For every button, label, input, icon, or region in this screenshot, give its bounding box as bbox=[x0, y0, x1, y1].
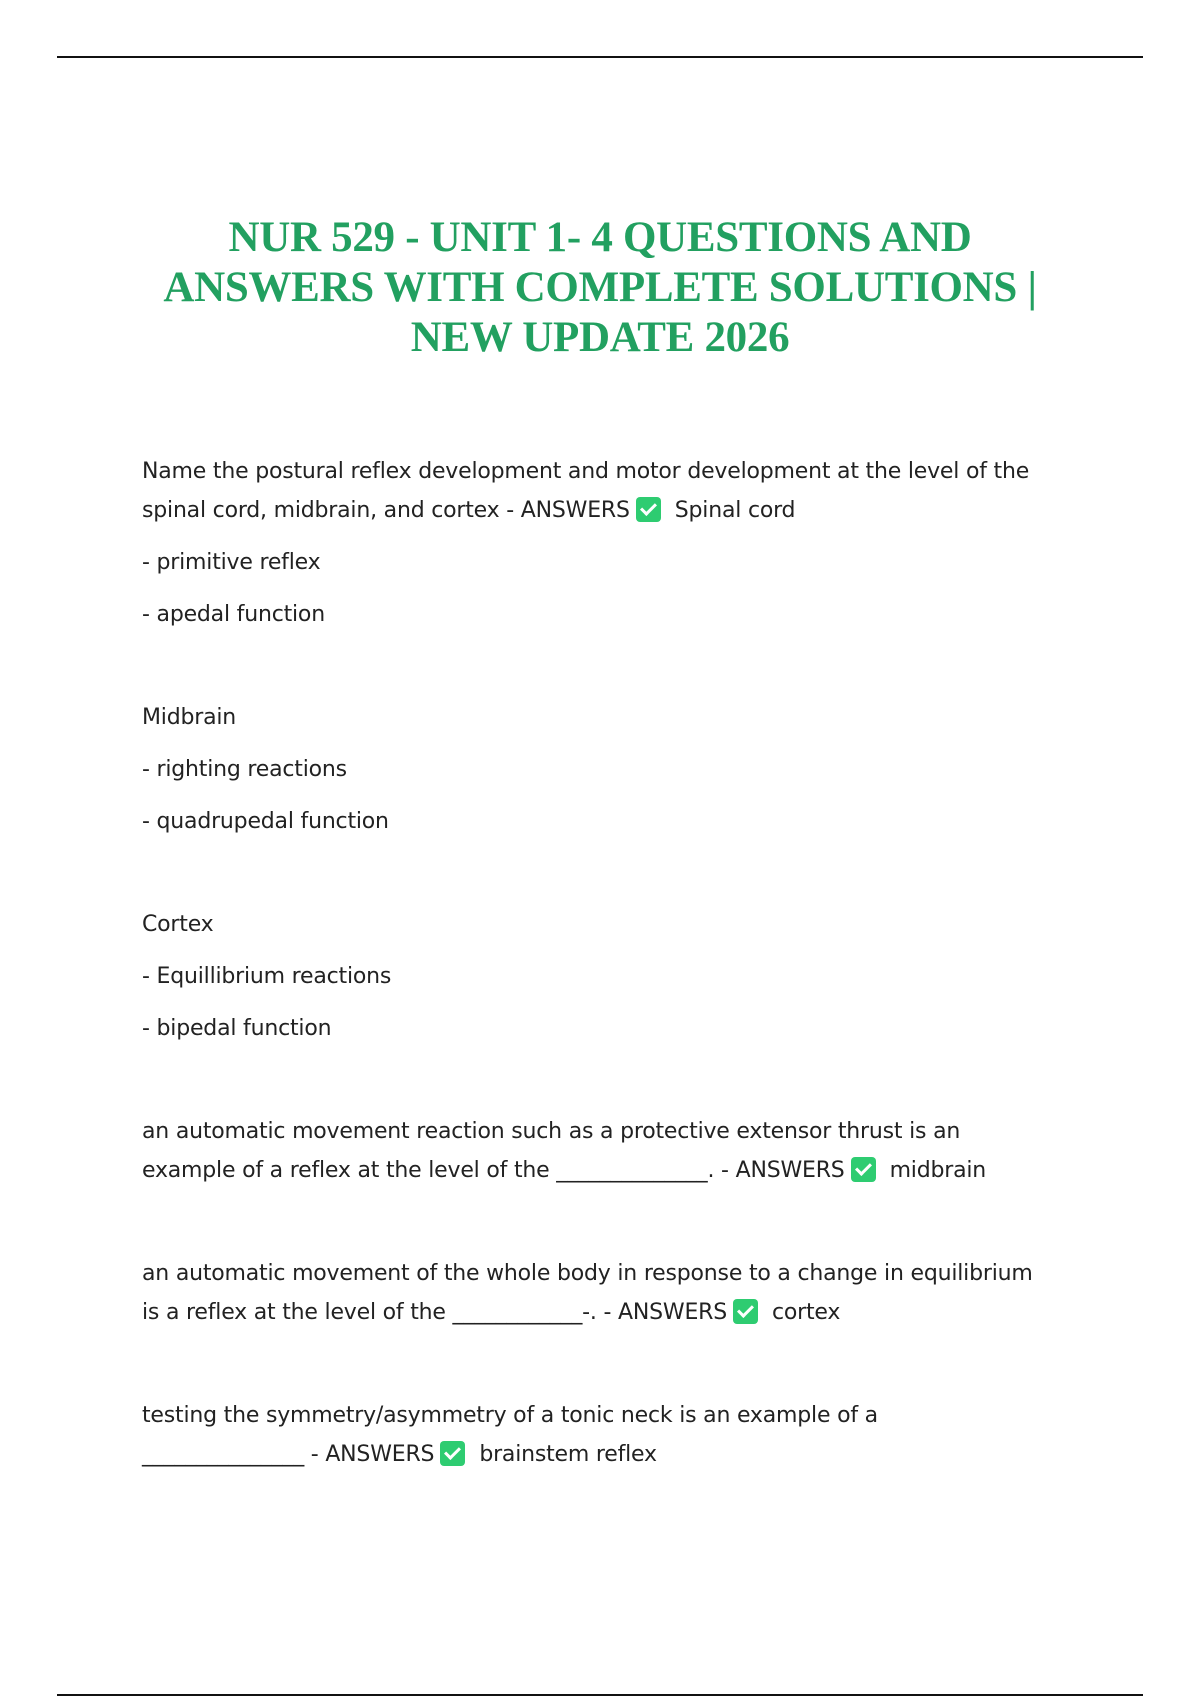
question-text-end: spinal cord, midbrain, and cortex - ANSWERS bbox=[142, 498, 630, 523]
question-block-1 bbox=[142, 452, 1082, 1048]
section-heading-cortex: Cortex bbox=[142, 912, 214, 937]
title-line-3: NEW UPDATE 2026 bbox=[410, 314, 790, 361]
section-heading-midbrain: Midbrain bbox=[142, 705, 237, 730]
list-item: - apedal function bbox=[142, 602, 325, 627]
list-item: - primitive reflex bbox=[142, 550, 321, 575]
document-title bbox=[100, 213, 1100, 363]
question-answer-line bbox=[142, 1151, 1082, 1190]
answer-text: cortex bbox=[772, 1300, 841, 1325]
answer-text: Spinal cord bbox=[674, 498, 796, 523]
title-line-2: ANSWERS WITH COMPLETE SOLUTIONS | bbox=[163, 264, 1037, 311]
question-answer-line bbox=[142, 1293, 1082, 1332]
question-text: an automatic movement reaction such as a protective extensor thrust is an bbox=[142, 1119, 961, 1144]
question-answer-line bbox=[142, 491, 1082, 530]
title-line-1: NUR 529 - UNIT 1- 4 QUESTIONS AND bbox=[228, 214, 972, 261]
list-item: - Equillibrium reactions bbox=[142, 964, 392, 989]
check-mark-icon bbox=[636, 497, 661, 522]
list-item: - quadrupedal function bbox=[142, 809, 389, 834]
check-mark-icon bbox=[733, 1299, 758, 1324]
question-answer-line bbox=[142, 1435, 1082, 1474]
question-text: an automatic movement of the whole body in response to a change in equilibrium bbox=[142, 1261, 1033, 1286]
question-text-end: _______________ - ANSWERS bbox=[142, 1442, 435, 1467]
question-text: Name the postural reflex development and motor development at the level of the bbox=[142, 459, 1030, 484]
list-item: - righting reactions bbox=[142, 757, 347, 782]
document-body bbox=[142, 452, 1082, 1474]
question-text-end: is a reflex at the level of the ____________-. - ANSWERS bbox=[142, 1300, 727, 1325]
check-mark-icon bbox=[440, 1441, 465, 1466]
question-block-2 bbox=[142, 1112, 1082, 1190]
check-mark-icon bbox=[851, 1157, 876, 1182]
question-text-end: example of a reflex at the level of the ______________. - ANSWERS bbox=[142, 1158, 845, 1183]
top-rule bbox=[57, 56, 1143, 58]
list-item: - bipedal function bbox=[142, 1016, 332, 1041]
question-block-4 bbox=[142, 1396, 1082, 1474]
answer-text: midbrain bbox=[889, 1158, 987, 1183]
bottom-rule bbox=[57, 1694, 1143, 1696]
question-block-3 bbox=[142, 1254, 1082, 1332]
question-text: testing the symmetry/asymmetry of a tonic neck is an example of a bbox=[142, 1403, 878, 1428]
answer-text: brainstem reflex bbox=[479, 1442, 657, 1467]
